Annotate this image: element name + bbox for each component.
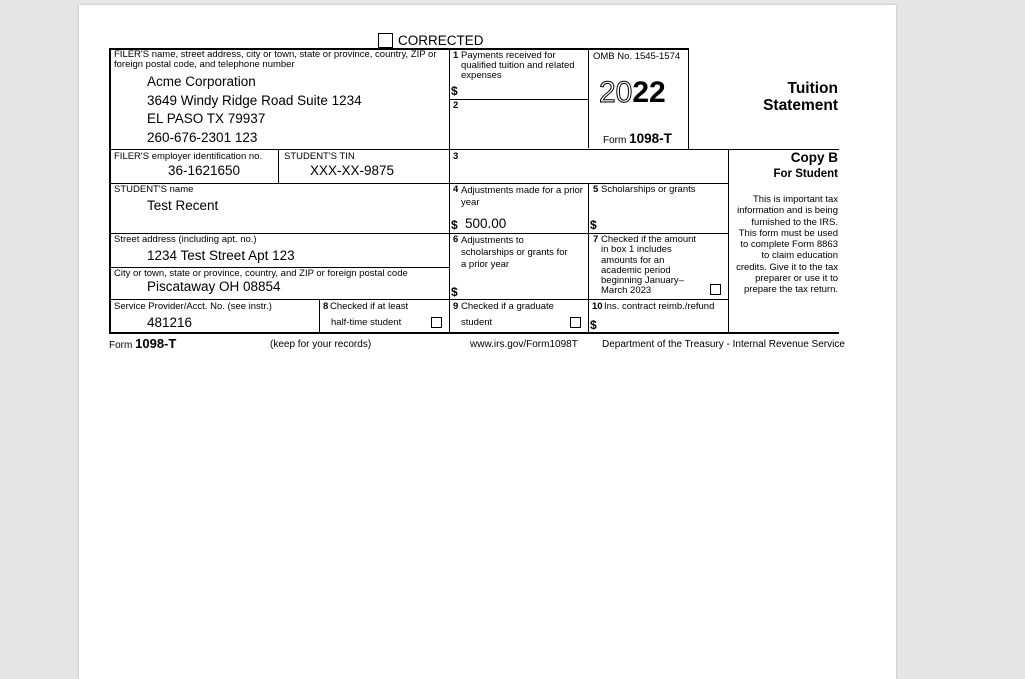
filer-ein-label: FILER'S employer identification no. bbox=[114, 151, 263, 162]
box5-label: Scholarships or grants bbox=[601, 184, 696, 195]
box5-dollar: $ bbox=[590, 218, 597, 232]
form-title-line2: Statement bbox=[763, 97, 838, 114]
grid-line bbox=[319, 299, 320, 333]
tax-year-suffix: 22 bbox=[632, 76, 666, 109]
box7-checkbox[interactable] bbox=[710, 284, 721, 295]
box7-number: 7 bbox=[593, 234, 599, 245]
account-label: Service Provider/Acct. No. (see instr.) bbox=[114, 301, 272, 312]
box6-dollar: $ bbox=[451, 285, 458, 299]
copy-note: This is important tax information and is being furnished to the IRS. This form must be used to complete Form 8863 to claim education credits. Give it to the tax preparer or use it to prepare the tax return. bbox=[736, 194, 838, 296]
box8-number: 8 bbox=[323, 301, 329, 312]
student-city-label: City or town, state or province, country, and ZIP or foreign postal code bbox=[114, 268, 408, 279]
tax-year-prefix: 20 bbox=[599, 76, 633, 109]
box2-number: 2 bbox=[453, 100, 459, 111]
student-tin-label: STUDENT'S TIN bbox=[284, 151, 355, 162]
box1-dollar: $ bbox=[451, 84, 458, 98]
footer-form-prefix: Form bbox=[109, 340, 133, 351]
footer-dept: Department of the Treasury - Internal Revenue Service bbox=[602, 339, 845, 350]
box9-checkbox[interactable] bbox=[570, 317, 581, 328]
account-number: 481216 bbox=[147, 315, 193, 330]
grid-line bbox=[588, 48, 589, 148]
box8-label-line1: Checked if at least bbox=[330, 301, 409, 312]
form-id bbox=[603, 131, 672, 146]
student-name: Test Recent bbox=[147, 198, 219, 213]
box4-value: 500.00 bbox=[465, 216, 507, 231]
box1-label: Payments received for qualified tuition and related expenses bbox=[461, 50, 575, 81]
filer-label: FILER'S name, street address, city or town, state or province, country, ZIP or foreign postal code, and telephone number bbox=[114, 49, 437, 70]
filer-street: 3649 Windy Ridge Road Suite 1234 bbox=[147, 93, 362, 108]
filer-phone: 260-676-2301 123 bbox=[147, 130, 258, 145]
filer-ein: 36-1621650 bbox=[168, 163, 241, 178]
box10-dollar: $ bbox=[590, 318, 597, 332]
grid-line bbox=[109, 48, 111, 333]
box4-number: 4 bbox=[453, 184, 459, 195]
grid-line bbox=[449, 99, 588, 100]
box9-number: 9 bbox=[453, 301, 459, 312]
document-page bbox=[79, 5, 896, 679]
box4-dollar: $ bbox=[451, 218, 458, 232]
footer-url: www.irs.gov/Form1098T bbox=[470, 339, 578, 350]
copy-subtitle: For Student bbox=[773, 168, 838, 180]
filer-name: Acme Corporation bbox=[147, 74, 256, 89]
box3-number: 3 bbox=[453, 151, 459, 162]
tax-year bbox=[599, 77, 666, 109]
grid-line bbox=[588, 183, 589, 333]
student-street-label: Street address (including apt. no.) bbox=[114, 234, 257, 245]
grid-line bbox=[728, 149, 729, 333]
form-id-prefix: Form bbox=[603, 135, 627, 146]
box9-label-line2: student bbox=[461, 317, 493, 328]
student-tin: XXX-XX-9875 bbox=[310, 163, 395, 178]
box10-label: Ins. contract reimb./refund bbox=[604, 301, 715, 312]
corrected-label: CORRECTED bbox=[398, 33, 484, 48]
form-title-line1: Tuition bbox=[787, 80, 838, 97]
grid-line bbox=[449, 48, 450, 333]
box8-checkbox[interactable] bbox=[431, 317, 442, 328]
box10-number: 10 bbox=[592, 301, 603, 312]
copy-label: Copy B bbox=[790, 150, 838, 165]
corrected-checkbox[interactable] bbox=[378, 33, 393, 48]
filer-city: EL PASO TX 79937 bbox=[147, 111, 266, 126]
footer-form-id bbox=[109, 336, 176, 351]
box8-label-line2: half-time student bbox=[331, 317, 402, 328]
grid-line bbox=[109, 149, 839, 150]
box4-label: Adjustments made for a prior year bbox=[461, 185, 583, 208]
footer-keep-note: (keep for your records) bbox=[270, 339, 372, 350]
footer-form-name: 1098-T bbox=[135, 336, 177, 351]
grid-line bbox=[278, 149, 279, 183]
student-city: Piscataway OH 08854 bbox=[147, 279, 281, 294]
box1-number: 1 bbox=[453, 50, 459, 61]
box6-number: 6 bbox=[453, 234, 459, 245]
grid-line bbox=[688, 48, 689, 149]
box9-label-line1: Checked if a graduate bbox=[461, 301, 554, 312]
grid-line bbox=[109, 332, 839, 334]
box5-number: 5 bbox=[593, 184, 599, 195]
box6-label: Adjustments to scholarships or grants for a prior year bbox=[461, 235, 568, 270]
box7-label: Checked if the amount in box 1 includes amounts for an academic period beginning January– March 2023 bbox=[601, 234, 697, 297]
grid-line bbox=[109, 299, 728, 300]
student-street: 1234 Test Street Apt 123 bbox=[147, 248, 295, 263]
form-id-name: 1098-T bbox=[629, 131, 672, 146]
form-title bbox=[739, 80, 838, 114]
omb-number: OMB No. 1545-1574 bbox=[593, 51, 681, 62]
student-name-label: STUDENT'S name bbox=[114, 184, 194, 195]
